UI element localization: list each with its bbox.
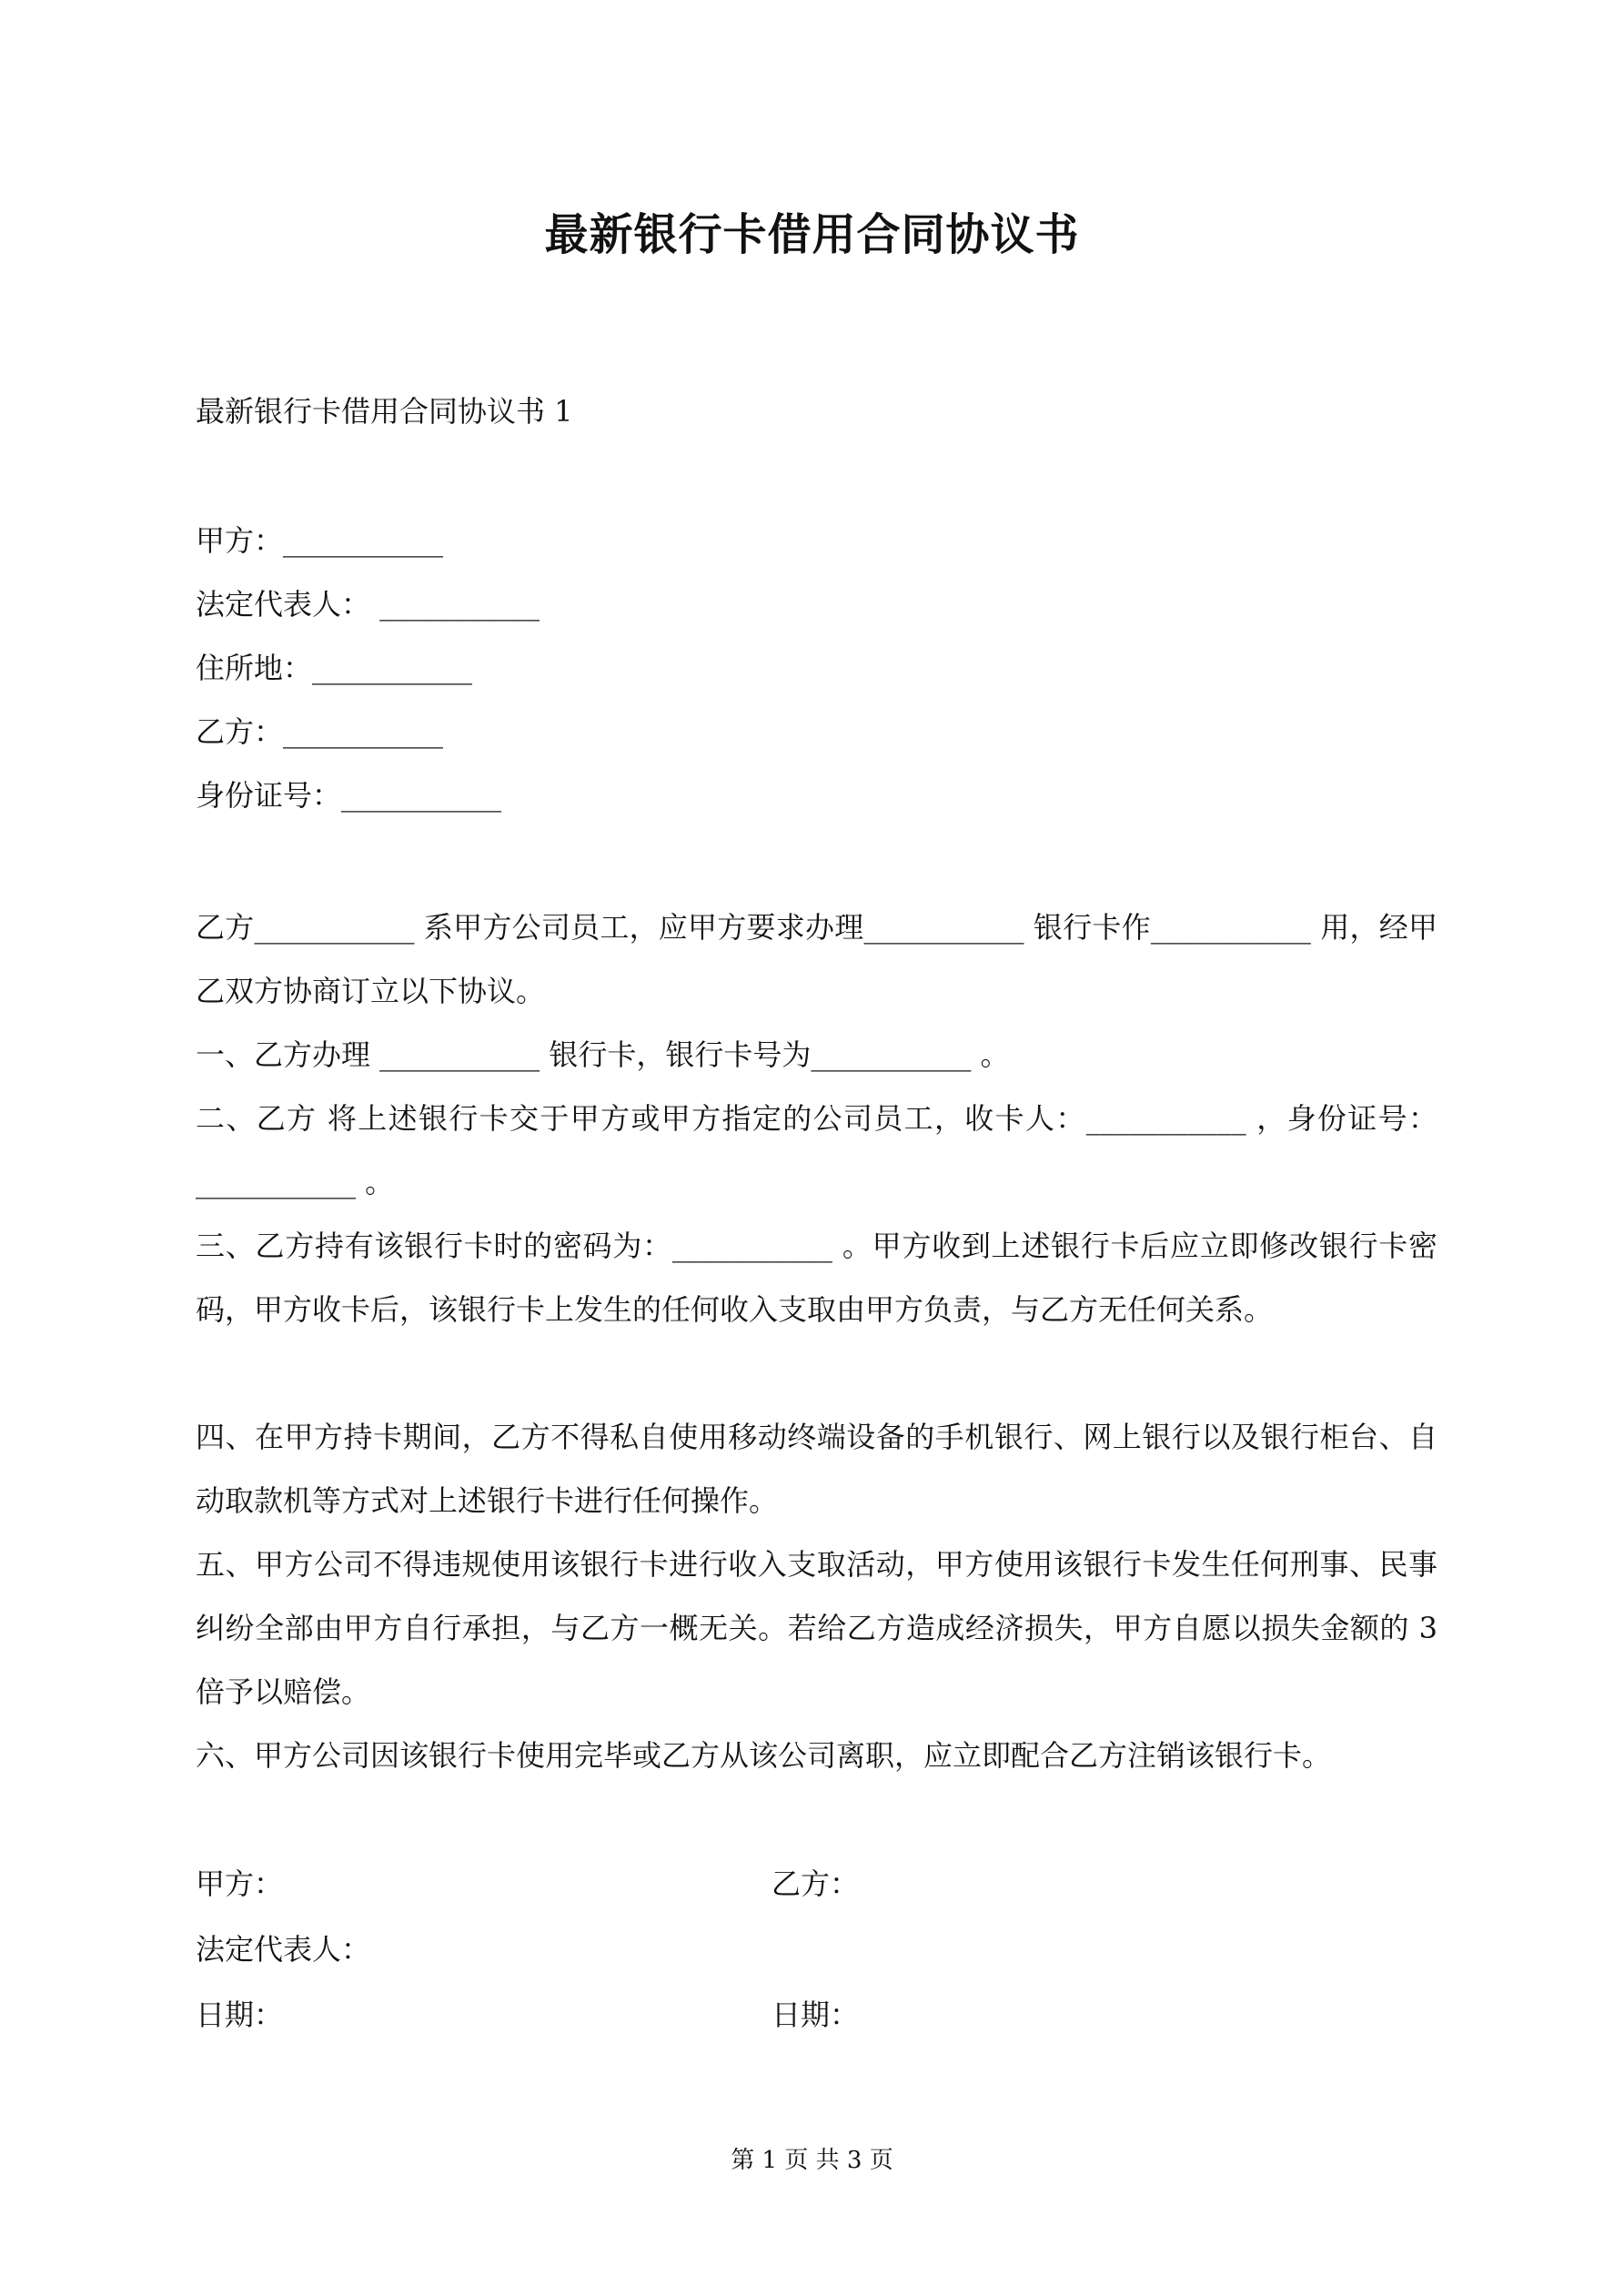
clause-1: 一、乙方办理 ___________ 银行卡，银行卡号为___________ 。 — [196, 1037, 1010, 1072]
signature-party-b: 乙方： — [772, 1866, 860, 1901]
id-number-field: 身份证号：___________ — [196, 778, 502, 813]
clause-6: 六、甲方公司因该银行卡使用完毕或乙方从该公司离职，应立即配合乙方注销该银行卡。 — [196, 1738, 1332, 1773]
signature-party-a: 甲方： — [196, 1866, 284, 1901]
signature-legal-rep: 法定代表人： — [196, 1932, 371, 1967]
address-field: 住所地：___________ — [196, 651, 473, 685]
document-title: 最新银行卡借用合同协议书 — [544, 209, 1080, 260]
clause-2: 二、乙方 将上述银行卡交于甲方或甲方指定的公司员工，收卡人：___________ ，身份证号：___________ 。 — [196, 1101, 1437, 1199]
clause-3: 三、乙方持有该银行卡时的密码为：___________ 。甲方收到上述银行卡后应立即修改银行卡密码，甲方收卡后，该银行卡上发生的任何收入支取由甲方负责，与乙方无任何关系。 — [196, 1229, 1437, 1327]
legal-rep-field: 法定代表人： ___________ — [196, 587, 540, 622]
party-b-field: 乙方：___________ — [196, 714, 444, 749]
document-subtitle: 最新银行卡借用合同协议书 1 — [196, 394, 573, 429]
party-a-field: 甲方：___________ — [196, 523, 444, 558]
page-footer: 第 1 页 共 3 页 — [731, 2147, 893, 2174]
signature-date-a: 日期： — [196, 1998, 284, 2032]
clause-5: 五、甲方公司不得违规使用该银行卡进行收入支取活动，甲方使用该银行卡发生任何刑事、民事纠纷全部由甲方自行承担，与乙方一概无关。若给乙方造成经济损失，甲方自愿以损失金额的 3 倍予以赔偿。 — [196, 1547, 1437, 1709]
clause-4: 四、在甲方持卡期间，乙方不得私自使用移动终端设备的手机银行、网上银行以及银行柜台、自动取款机等方式对上述银行卡进行任何操作。 — [196, 1420, 1437, 1518]
signature-date-b: 日期： — [772, 1998, 860, 2032]
preamble-paragraph: 乙方___________ 系甲方公司员工，应甲方要求办理___________ 银行卡作___________ 用，经甲乙双方协商订立以下协议。 — [196, 910, 1437, 1008]
